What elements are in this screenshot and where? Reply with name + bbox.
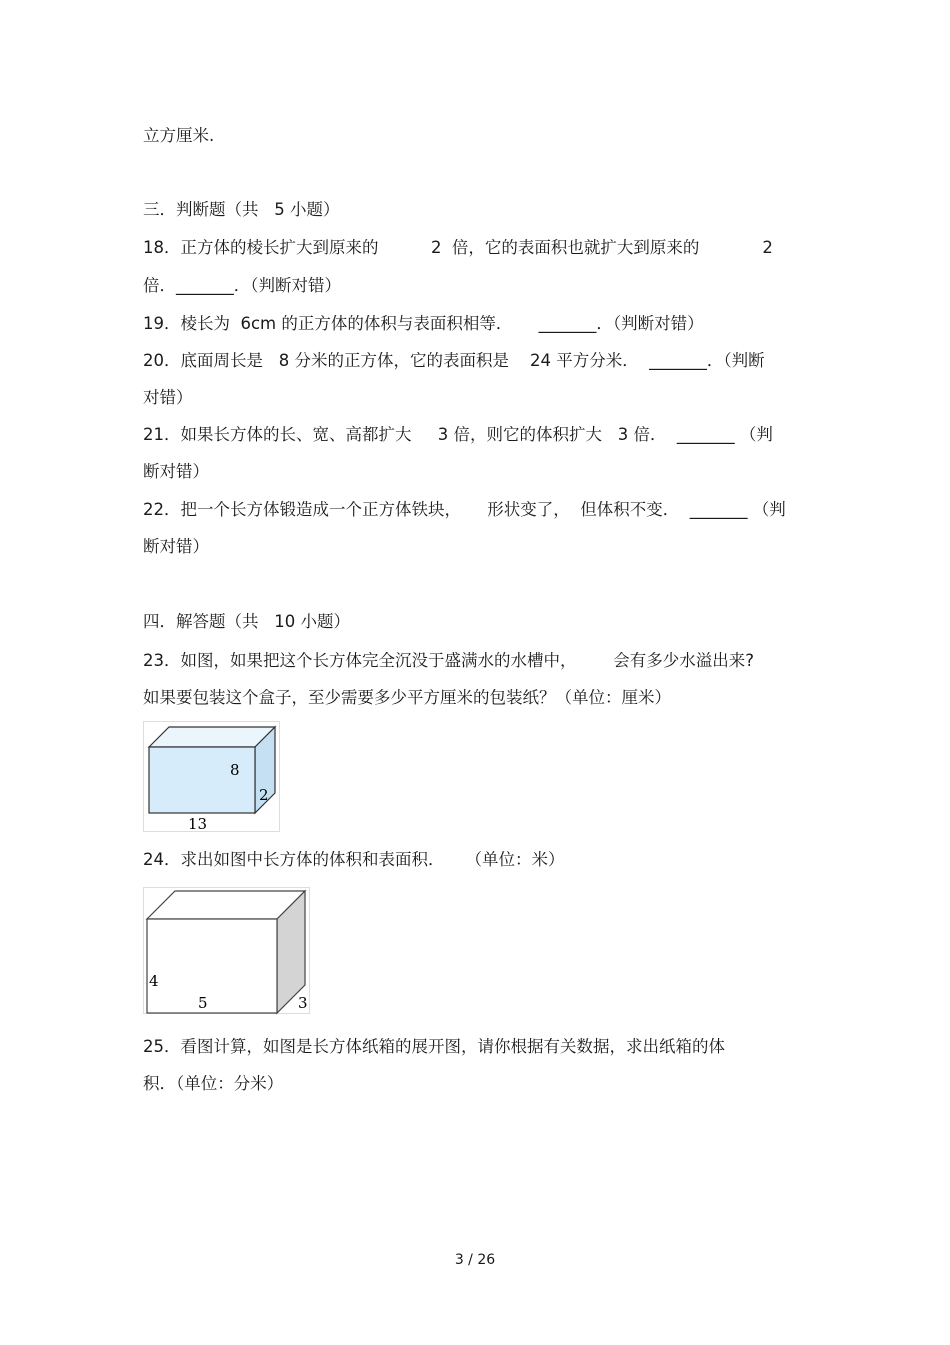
text-line: 如果要包装这个盒子，至少需要多少平方厘米的包装纸？（单位：厘米）	[143, 688, 671, 707]
question-24: 24．求出如图中长方体的体积和表面积． （单位：米）	[143, 850, 565, 869]
section-heading: 四．解答题（共 10 小题）	[143, 612, 350, 631]
depth-label: 2	[259, 786, 269, 804]
text-line: 倍．_______．（判断对错）	[143, 276, 341, 295]
question-21: 21．如果长方体的长、宽、高都扩大 3 倍，则它的体积扩大 3 倍． _______ （判	[143, 425, 773, 444]
question-23: 23．如图，如果把这个长方体完全沉没于盛满水的水槽中， 会有多少水溢出来?	[143, 651, 754, 670]
page-number: 3 / 26	[454, 1252, 496, 1268]
text-line: 对错）	[143, 388, 193, 407]
text-line: 积．（单位：分米）	[143, 1074, 284, 1093]
depth-label: 3	[298, 994, 308, 1012]
question-18: 18．正方体的棱长扩大到原来的 2 倍，它的表面积也就扩大到原来的 2	[143, 238, 773, 257]
cuboid-figure-24	[143, 887, 311, 1015]
cuboid-figure-23	[143, 721, 281, 833]
question-19: 19．棱长为 6cm 的正方体的体积与表面积相等． _______．（判断对错）	[143, 314, 704, 333]
question-20: 20．底面周长是 8 分米的正方体，它的表面积是 24 平方分米． _______．（判断	[143, 351, 765, 370]
question-25: 25．看图计算，如图是长方体纸箱的展开图，请你根据有关数据，求出纸箱的体	[143, 1037, 725, 1056]
height-label: 4	[149, 972, 159, 990]
text-line: 断对错）	[143, 537, 209, 556]
question-22: 22．把一个长方体锻造成一个正方体铁块， 形状变了， 但体积不变． _______ （判	[143, 500, 786, 519]
text-line: 断对错）	[143, 462, 209, 481]
length-label: 13	[188, 815, 208, 833]
section-heading: 三．判断题（共 5 小题）	[143, 200, 340, 219]
height-label: 8	[230, 761, 240, 779]
text-line: 立方厘米.	[143, 126, 215, 145]
length-label: 5	[198, 994, 208, 1012]
